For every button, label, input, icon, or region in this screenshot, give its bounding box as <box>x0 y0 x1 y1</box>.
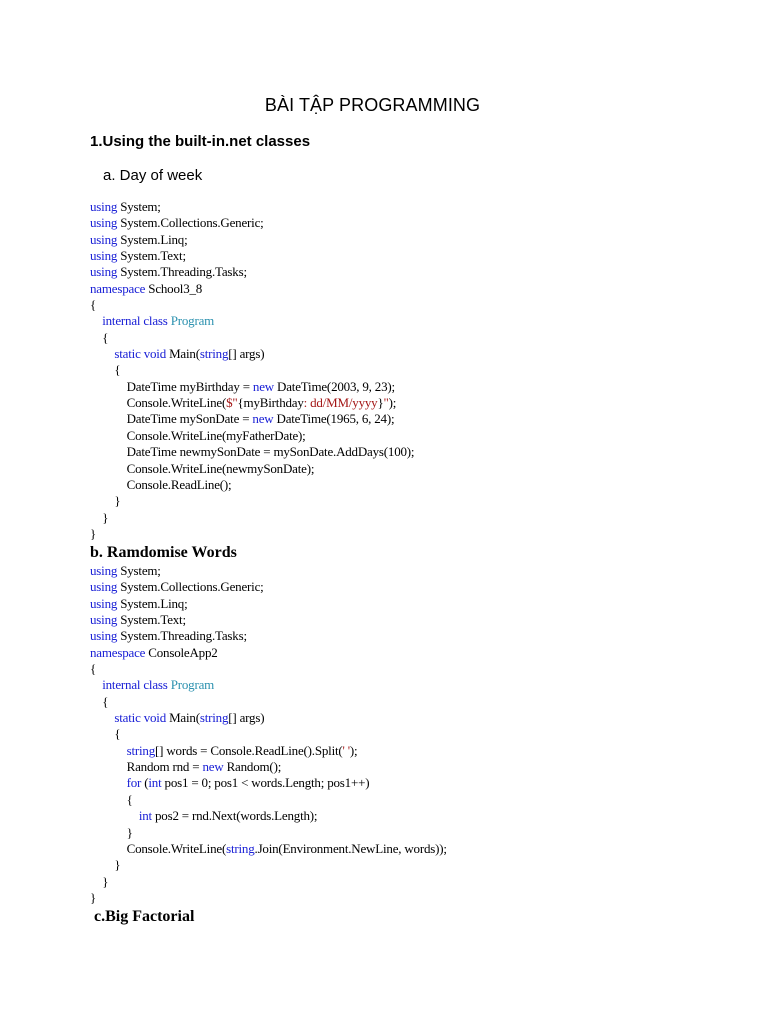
code-token: ); <box>349 742 358 758</box>
code-token: pos2 = rnd.Next(words.Length); <box>151 808 318 824</box>
code-token: [] args) <box>228 710 265 726</box>
code-line <box>90 890 447 906</box>
code-token: System.Linq; <box>117 595 188 611</box>
code-token: new <box>252 378 274 394</box>
code-token: Main( <box>166 346 200 362</box>
code-token: Console.WriteLine(newmySonDate); <box>90 460 315 476</box>
code-token: int <box>138 808 152 824</box>
code-line <box>90 775 447 791</box>
subsection-heading-a: a. Day of week <box>103 167 203 184</box>
code-token: $" <box>226 395 238 411</box>
code-token: [] args) <box>228 346 265 362</box>
code-token: using <box>90 563 118 578</box>
code-token: using <box>90 595 118 611</box>
code-token: { <box>90 297 97 313</box>
code-token: } <box>90 873 109 889</box>
code-token: { <box>90 791 133 807</box>
code-token: System.Threading.Tasks; <box>117 264 247 280</box>
code-token: System.Collections.Generic; <box>117 215 264 231</box>
code-token: ); <box>388 395 397 411</box>
code-token: School3_8 <box>145 280 203 296</box>
section-heading: 1.Using the built-in.net classes <box>90 133 311 150</box>
code-token: Console.WriteLine( <box>90 395 227 411</box>
code-token: Console.WriteLine( <box>90 840 227 856</box>
code-token: } <box>90 824 133 840</box>
code-token: } <box>90 525 97 541</box>
code-line <box>90 330 414 346</box>
code-token <box>90 775 127 790</box>
code-token: new <box>202 759 224 775</box>
code-token: " <box>383 395 389 411</box>
code-token: using <box>90 231 118 247</box>
code-token: internal class <box>102 677 168 693</box>
code-token: ( <box>141 775 149 791</box>
code-line <box>90 759 447 775</box>
code-token: new <box>252 411 274 427</box>
code-line <box>90 612 447 628</box>
code-token: System; <box>117 199 161 214</box>
code-token: { <box>90 726 121 742</box>
code-line <box>90 199 414 215</box>
code-token: int <box>148 775 162 791</box>
code-token: DateTime(2003, 9, 23); <box>273 378 395 394</box>
code-line <box>90 411 414 427</box>
code-line <box>90 444 414 460</box>
page-title: BÀI TẬP PROGRAMMING <box>264 95 481 115</box>
code-block-a <box>90 199 414 542</box>
code-line <box>90 313 414 329</box>
code-token: Program <box>170 313 215 329</box>
code-token: using <box>90 579 118 595</box>
code-line <box>90 379 414 395</box>
code-token: { <box>90 693 109 709</box>
code-token: static void <box>114 346 167 362</box>
code-token: : dd/MM/yyyy <box>303 395 378 411</box>
code-token: Console.WriteLine(myFatherDate); <box>90 427 306 443</box>
code-token: DateTime myBirthday = <box>90 378 253 394</box>
code-token: [] words = Console.ReadLine().Split( <box>155 742 343 758</box>
code-token: for <box>126 775 142 791</box>
code-line <box>90 841 447 857</box>
code-token: string <box>226 840 255 856</box>
code-token: } <box>377 395 384 411</box>
code-token: System; <box>117 563 161 578</box>
code-line <box>90 563 447 579</box>
code-token: using <box>90 248 118 264</box>
code-line <box>90 677 447 693</box>
code-token: System.Collections.Generic; <box>117 579 264 595</box>
code-line <box>90 792 447 808</box>
code-token: namespace <box>90 280 146 296</box>
code-line <box>90 297 414 313</box>
code-line <box>90 596 447 612</box>
code-token: Console.ReadLine(); <box>90 476 232 492</box>
code-line <box>90 362 414 378</box>
code-token: using <box>90 215 118 231</box>
code-token: } <box>90 857 121 873</box>
code-token: Random rnd = <box>90 759 203 775</box>
code-token: System.Text; <box>117 612 186 628</box>
code-line <box>90 281 414 297</box>
code-line <box>90 743 447 759</box>
code-token: using <box>90 264 118 280</box>
code-token: System.Linq; <box>117 231 188 247</box>
code-token: { <box>90 362 121 378</box>
code-token <box>90 808 139 823</box>
code-token: DateTime newmySonDate = mySonDate.AddDays(100); <box>90 444 415 460</box>
code-line <box>90 628 447 644</box>
code-line <box>90 726 447 742</box>
code-token: {myBirthday <box>237 395 304 411</box>
code-line <box>90 645 447 661</box>
code-token: string <box>126 742 156 758</box>
code-line <box>90 477 414 493</box>
code-line <box>90 526 414 542</box>
code-line <box>90 579 447 595</box>
code-token: using <box>90 612 118 628</box>
code-token: string <box>199 346 229 362</box>
code-line <box>90 825 447 841</box>
code-token: pos1 = 0; pos1 < words.Length; pos1++) <box>161 775 370 791</box>
code-line <box>90 461 414 477</box>
code-line <box>90 874 447 890</box>
code-token: ' ' <box>342 742 350 758</box>
code-token: DateTime(1965, 6, 24); <box>273 411 395 427</box>
code-token: using <box>90 199 118 214</box>
code-token: Random(); <box>223 759 282 775</box>
code-line <box>90 694 447 710</box>
code-token: } <box>90 509 109 525</box>
code-token: } <box>90 889 97 905</box>
code-line <box>90 428 414 444</box>
code-token: { <box>90 661 97 677</box>
code-line <box>90 857 447 873</box>
code-token <box>90 743 127 758</box>
subsection-heading-c: c.Big Factorial <box>94 908 195 925</box>
code-line <box>90 264 414 280</box>
code-line <box>90 215 414 231</box>
code-token: Program <box>170 677 215 693</box>
code-token: using <box>90 628 118 644</box>
code-token <box>90 346 114 361</box>
code-token: internal class <box>102 313 168 329</box>
code-token: DateTime mySonDate = <box>90 411 253 427</box>
code-line <box>90 710 447 726</box>
code-line <box>90 493 414 509</box>
code-token: Main( <box>166 710 200 726</box>
code-token: System.Text; <box>117 248 186 264</box>
code-line <box>90 661 447 677</box>
code-line <box>90 346 414 362</box>
code-block-b <box>90 563 447 906</box>
code-token <box>90 313 102 328</box>
code-line <box>90 510 414 526</box>
code-token: string <box>199 710 229 726</box>
code-token: { <box>90 329 109 345</box>
code-line <box>90 395 414 411</box>
code-line <box>90 248 414 264</box>
code-token: System.Threading.Tasks; <box>117 628 247 644</box>
code-token: namespace <box>90 644 146 660</box>
code-token: static void <box>114 710 167 726</box>
code-token: .Join(Environment.NewLine, words)); <box>254 840 447 856</box>
code-line <box>90 808 447 824</box>
code-token: ConsoleApp2 <box>145 644 218 660</box>
code-line <box>90 232 414 248</box>
code-token: } <box>90 493 121 509</box>
code-token <box>90 710 114 725</box>
subsection-heading-b: b. Ramdomise Words <box>90 544 237 561</box>
code-token <box>90 677 102 692</box>
